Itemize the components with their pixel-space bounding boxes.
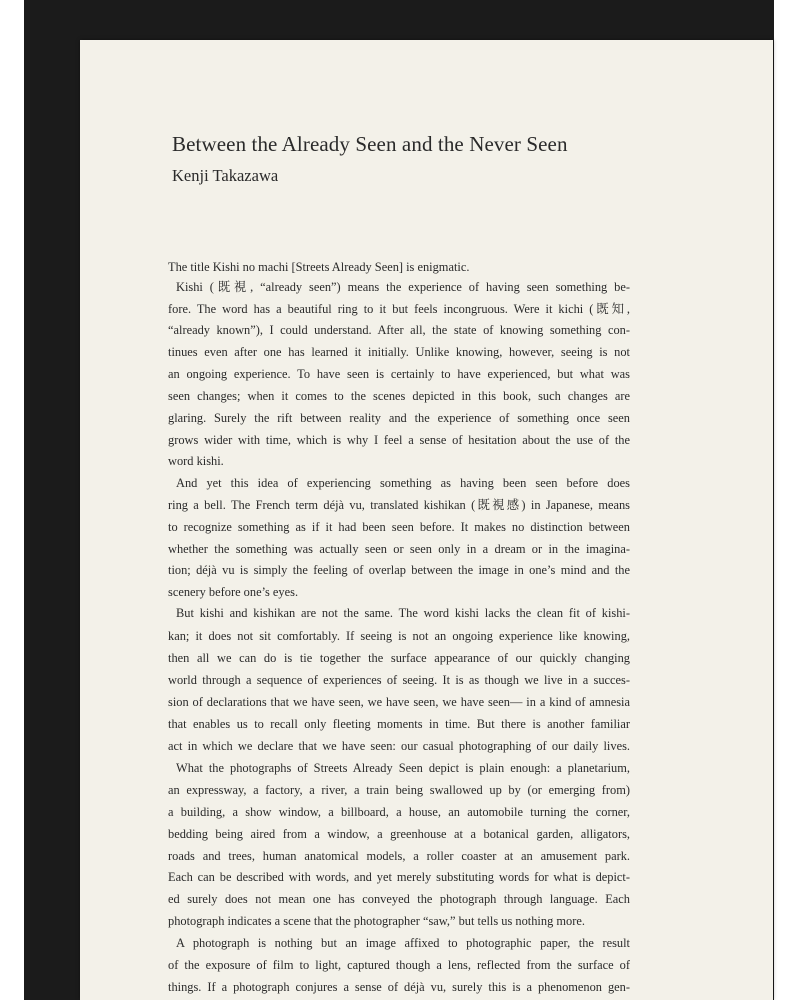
body-line: fore. The word has a beautiful ring to it but feels incongruous. Were it kichi (既知, [168,302,630,316]
backdrop-right [774,0,800,1000]
body-line: act in which we declare that we have seen: our casual photographing of our daily lives. [168,739,630,753]
body-line: sion of declarations that we have seen, we have seen, we have seen— in a kind of amnesia [168,695,630,709]
body-line: ed surely does not mean one has conveyed the photograph through language. Each [168,892,630,906]
body-line: an expressway, a factory, a river, a train being swallowed up by (or emerging from) [168,783,630,797]
body-line: What the photographs of Streets Already Seen depict is plain enough: a planetarium, [176,761,630,775]
body-line: seen changes; when it comes to the scenes depicted in this book, such changes are [168,389,630,403]
article-title: Between the Already Seen and the Never Seen [172,132,568,156]
body-line: an ongoing experience. To have seen is certainly to have experienced, but what was [168,367,630,381]
body-line: Each can be described with words, and yet merely substituting words for what is depict- [168,870,630,884]
body-line: to recognize something as if it had been seen before. It makes no distinction between [168,520,630,534]
page-sheet [80,40,773,1000]
body-line: photograph indicates a scene that the photographer “saw,” but tells us nothing more. [168,914,585,928]
body-line: kan; it does not sit comfortably. If seeing is not an ongoing experience like knowing, [168,629,630,643]
body-line: tion; déjà vu is simply the feeling of overlap between the image in one’s mind and the [168,563,630,577]
body-line: of the exposure of film to light, captured though a lens, reflected from the surface of [168,958,630,972]
body-line: But kishi and kishikan are not the same. The word kishi lacks the clean fit of kishi- [176,606,630,620]
body-line: bedding being aired from a window, a greenhouse at a botanical garden, alligators, [168,827,630,841]
body-line: And yet this idea of experiencing something as having been seen before does [176,476,630,490]
body-line: tinues even after one has learned it initially. Unlike knowing, however, seeing is not [168,345,630,359]
body-line: ring a bell. The French term déjà vu, translated kishikan (既視感) in Japanese, means [168,498,630,512]
body-line: “already known”), I could understand. After all, the state of knowing something con- [168,323,630,337]
body-line: glaring. Surely the rift between reality and the experience of something once seen [168,411,630,425]
body-line: world through a sequence of experiences of seeing. It is as though we live in a succes- [168,673,630,687]
body-line: roads and trees, human anatomical models, a roller coaster at an amusement park. [168,849,630,863]
body-line: Kishi (既視, “already seen”) means the experience of having seen something be- [176,280,630,294]
body-line: that enables us to recall only fleeting moments in time. But there is another familiar [168,717,630,731]
body-line: grows wider with time, which is why I feel a sense of hesitation about the use of the [168,433,630,447]
article-author: Kenji Takazawa [172,166,279,185]
body-line: things. If a photograph conjures a sense of déjà vu, surely this is a phenomenon gen- [168,980,630,994]
body-line: then all we can do is tie together the surface appearance of our quickly changing [168,651,630,665]
body-line: The title Kishi no machi [Streets Already Seen] is enigmatic. [168,260,470,274]
body-line: scenery before one’s eyes. [168,585,299,599]
body-line: a building, a show window, a billboard, a house, an automobile turning the corner, [168,805,630,819]
body-line: word kishi. [168,454,224,468]
backdrop-left [0,0,24,1000]
body-line: whether the something was actually seen or seen only in a dream or in the imagina- [168,542,630,556]
body-line: A photograph is nothing but an image affixed to photographic paper, the result [176,936,630,950]
